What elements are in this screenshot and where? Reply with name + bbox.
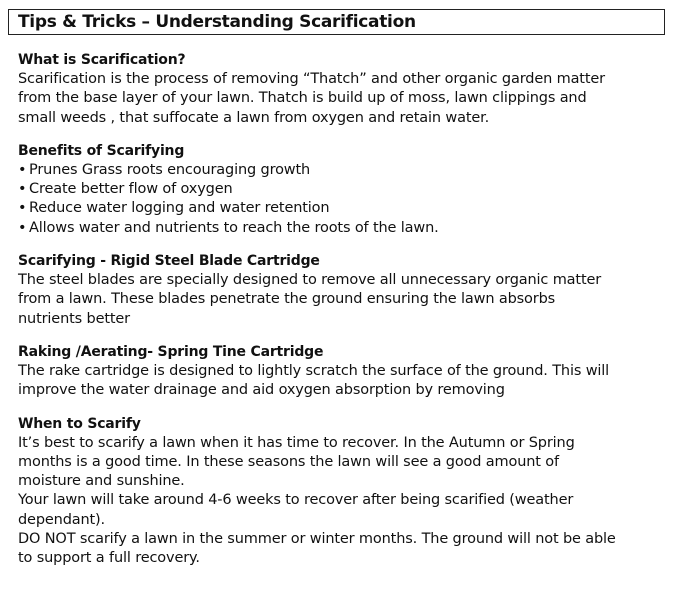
page-title: Tips & Tricks – Understanding Scarification xyxy=(18,12,416,32)
list-item-text: Allows water and nutrients to reach the roots of the lawn. xyxy=(29,219,439,236)
section-heading: When to Scarify xyxy=(18,415,141,432)
section-heading: Scarifying - Rigid Steel Blade Cartridge xyxy=(18,253,320,270)
section-heading: What is Scarification? xyxy=(18,52,186,68)
paragraph-line: DO NOT scarify a lawn in the summer or winter months. The ground will not be able xyxy=(18,531,616,548)
paragraph-line: moisture and sunshine. xyxy=(18,473,185,490)
list-item-text: Prunes Grass roots encouraging growth xyxy=(29,161,311,178)
paragraph-line: dependant). xyxy=(18,511,106,528)
bullet-icon: • xyxy=(18,219,27,236)
list-item xyxy=(18,199,668,218)
paragraph-line: from a lawn. These blades penetrate the ground ensuring the lawn absorbs xyxy=(18,291,556,308)
section-heading: Benefits of Scarifying xyxy=(18,142,185,159)
section-what-is-scarification xyxy=(18,51,668,128)
paragraph-line: to support a full recovery. xyxy=(18,550,200,567)
list-item xyxy=(18,161,668,180)
paragraph-line: small weeds , that suffocate a lawn from oxygen and retain water. xyxy=(18,109,490,126)
list-item xyxy=(18,180,668,199)
paragraph-line: improve the water drainage and aid oxygen absorption by removing xyxy=(18,382,505,399)
section-benefits xyxy=(18,142,668,238)
title-box xyxy=(8,9,665,35)
document-body xyxy=(18,51,668,583)
paragraph-line: The steel blades are specially designed to remove all unnecessary organic matter xyxy=(18,272,602,289)
section-when-to-scarify xyxy=(18,415,668,569)
paragraph-line: The rake cartridge is designed to lightly scratch the surface of the ground. This will xyxy=(18,362,610,379)
list-item-text: Create better flow of oxygen xyxy=(29,181,233,198)
benefits-list xyxy=(18,161,668,238)
paragraph-line: from the base layer of your lawn. Thatch is build up of moss, lawn clippings and xyxy=(18,90,587,107)
list-item-text: Reduce water logging and water retention xyxy=(29,200,330,217)
paragraph-line: Your lawn will take around 4-6 weeks to recover after being scarified (weather xyxy=(18,492,574,509)
section-steel-blade xyxy=(18,252,668,329)
bullet-icon: • xyxy=(18,181,27,198)
paragraph-line: It’s best to scarify a lawn when it has time to recover. In the Autumn or Spring xyxy=(18,434,575,451)
paragraph-line: nutrients better xyxy=(18,310,130,327)
list-item xyxy=(18,219,668,238)
section-spring-tine xyxy=(18,343,668,401)
paragraph-line: months is a good time. In these seasons the lawn will see a good amount of xyxy=(18,453,559,470)
bullet-icon: • xyxy=(18,161,27,178)
paragraph-line: Scarification is the process of removing “Thatch” and other organic garden matter xyxy=(18,71,605,87)
bullet-icon: • xyxy=(18,200,27,217)
section-heading: Raking /Aerating- Spring Tine Cartridge xyxy=(18,343,324,360)
